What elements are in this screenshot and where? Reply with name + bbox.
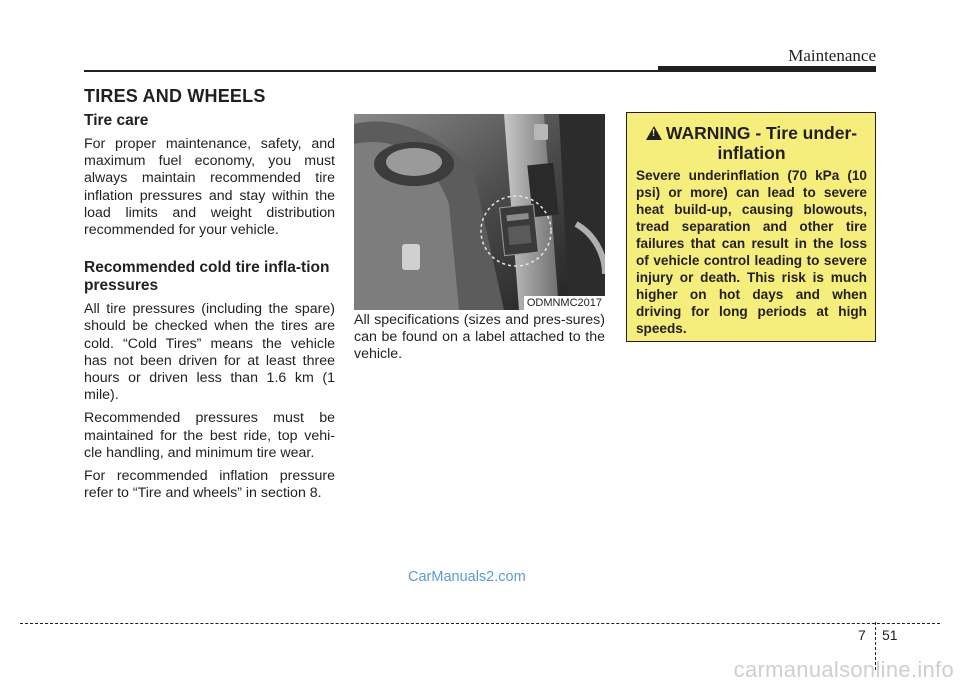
warning-box — [626, 112, 876, 342]
tire-care-paragraph: For proper maintenance, safety, and maximum fuel economy, you must always maintain recommended tire inflation pressures and stay within the load limits and weight distribution recommended for your vehicle. — [84, 136, 335, 239]
tire-care-heading: Tire care — [84, 112, 149, 129]
cold-pressure-heading: Recommended cold tire infla-tion pressures — [84, 259, 330, 295]
warning-title-line2: inflation — [717, 143, 786, 163]
specifications-paragraph: All specifications (sizes and pres-sures) can be found on a label attached to the vehicle. — [354, 312, 605, 363]
warning-body: Severe underinflation (70 kPa (10 psi) or more) can lead to severe heat build-up, causing blowouts, tread separation and other tire failures that can result in the loss of vehicle control leading to severe injury or death. This risk is much higher on hot days and when driving for long periods at high speeds. — [636, 168, 867, 336]
door-label-photo — [354, 114, 605, 310]
recommended-pressure-paragraph: Recommended pressures must be maintained for the best ride, top vehi-cle handling, and minimum tire wear. — [84, 410, 335, 461]
watermark-link[interactable]: CarManuals2.com — [408, 569, 526, 585]
left-column — [84, 112, 335, 508]
middle-column — [354, 114, 605, 370]
warning-title-line1: WARNING - Tire under- — [665, 123, 858, 143]
cold-pressure-paragraph: All tire pressures (including the spare) should be checked when the tires are cold. “Cold Tires” means the vehicle has not been driven for at least three hours or driven less than 1.6 km (1 mile). — [84, 301, 335, 404]
section-title: TIRES AND WHEELS — [84, 86, 266, 106]
running-header-title: Maintenance — [788, 46, 876, 65]
header-rule-accent — [658, 66, 876, 72]
door-jamb-illustration — [354, 114, 605, 310]
warning-icon: ! — [646, 126, 662, 140]
photo-code-label: ODMNMC2017 — [524, 296, 605, 310]
page-number: 51 — [882, 627, 898, 643]
page-section-number: 7 — [858, 627, 866, 643]
header-rule — [84, 70, 662, 72]
warning-title — [636, 123, 867, 163]
footer-site-watermark[interactable]: carmanualsonline.info — [733, 657, 954, 682]
footer-rule — [20, 623, 940, 624]
inflation-reference-paragraph: For recommended inflation pressure refer to “Tire and wheels” in section 8. — [84, 468, 335, 502]
